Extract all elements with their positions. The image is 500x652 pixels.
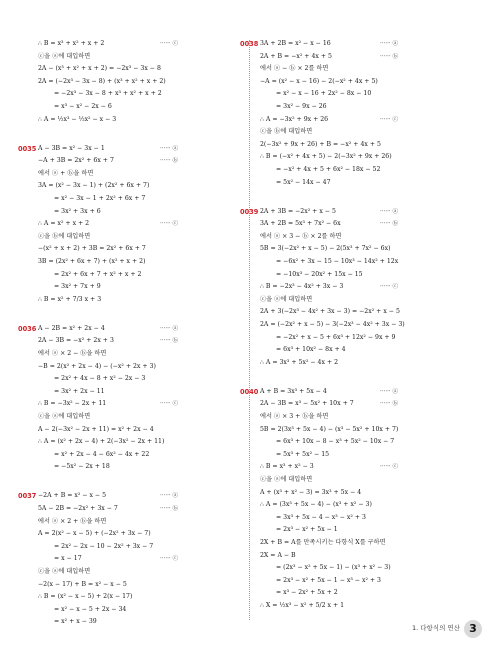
problem-number: 0037 xyxy=(18,492,37,501)
solution-line: = 2x² + 6x + 7 + x² + x + 2 xyxy=(54,270,142,278)
solution-line: ∴ A = ½x³ − ½x² − x − 3 xyxy=(38,115,117,123)
solution-line: ∴ A = −3x² + 9x + 26 xyxy=(260,115,329,123)
solution-line: = 2x² − 2x − 10 − 2x² + 3x − 7 xyxy=(54,542,154,550)
solution-line: ∴ A = x² + x + 2 xyxy=(38,220,90,228)
solution-line: = −6x² + 3x − 15 − 10x³ − 14x² + 12x xyxy=(276,257,399,265)
solution-line: ∴ A = (3x³ + 5x − 4) − (x³ + x² − 3) xyxy=(260,501,372,509)
problem-statement: 3A + 2B = x² − x − 16 xyxy=(260,40,331,47)
solution-line: 에서 ⓐ + ⓑ을 하면 xyxy=(38,169,94,177)
solution-line: = x² − 3x − 1 + 2x² + 6x + 7 xyxy=(54,194,146,202)
solution-line: = 2x² + 4x − 8 + x² − 2x − 3 xyxy=(54,375,146,383)
equation-tag: ······ ⓒ xyxy=(380,116,399,123)
solution-line: 에서 ⓐ × 2 + ⓑ을 하면 xyxy=(38,517,107,525)
equation-tag: ······ ⓐ xyxy=(380,41,399,47)
solution-line: ∴ B = x³ + x² − 3 xyxy=(260,463,314,471)
solution-line: −A = (x² − x − 16) − 2(−x² + 4x + 5) xyxy=(260,77,378,85)
solution-line: ∴ B = x³ + x² + x + 2 xyxy=(38,40,105,47)
solution-line: 5A − 2B = −2x² + 3x − 7 xyxy=(38,504,118,512)
solution-line: = 3x² + 3x + 6 xyxy=(54,207,101,215)
solution-line: 2A − (x³ + x² + x + 2) = −2x³ − 3x − 8 xyxy=(38,65,161,73)
solution-line: A = 2(x² − x − 5) + (−2x² + 3x − 7) xyxy=(38,530,151,538)
equation-tag: ······ ⓒ xyxy=(380,464,399,471)
problem-number: 0038 xyxy=(240,40,259,48)
section-title: 1. 다항식의 연산 xyxy=(411,624,460,632)
solution-line: 3A = (x² − 3x − 1) + (2x² + 6x + 7) xyxy=(38,182,150,190)
problem-statement: A + B = 3x³ + 5x − 4 xyxy=(260,387,327,395)
solution-line: = 3x² + 7x + 9 xyxy=(54,283,101,291)
solution-line: ∴ A = 3x³ + 5x² − 4x + 2 xyxy=(260,358,339,366)
solution-line: −A + 3B = 2x² + 6x + 7 xyxy=(38,157,114,165)
equation-tag: ······ ⓐ xyxy=(160,325,179,332)
solution-line: = −2x² + x − 5 + 6x³ + 12x² − 9x + 9 xyxy=(276,333,396,341)
problem-statement: 2A + 3B = −2x² + x − 5 xyxy=(260,207,336,215)
solution-line: = x² + x − 39 xyxy=(54,618,97,626)
solution-line: ⓒ을 ⓐ에 대입하면 xyxy=(38,412,91,420)
equation-tag: ······ ⓒ xyxy=(160,41,179,47)
solution-line: ∴ X = ½x³ − x² + 5/2 x + 1 xyxy=(260,601,345,609)
solution-line: −(x² + x + 2) + 3B = 2x² + 6x + 7 xyxy=(38,245,146,253)
solution-line: 5B = 2(3x³ + 5x − 4) − (x³ − 5x² + 10x + 7) xyxy=(260,425,399,433)
solution-line: = 6x³ + 10x − 8 − x³ + 5x² − 10x − 7 xyxy=(276,438,395,446)
equation-tag: ······ ⓒ xyxy=(160,556,179,563)
solution-line: ∴ B = x² + 7/3 x + 3 xyxy=(38,295,102,303)
solution-line: 3A + 2B = 5x³ + 7x² − 6x xyxy=(260,220,341,228)
equation-tag: ······ ⓐ xyxy=(380,388,399,395)
solution-line: = −5x² − 2x + 18 xyxy=(54,463,110,471)
solution-line: 2A − 3B = x³ − 5x² + 10x + 7 xyxy=(260,400,354,408)
equation-tag: ······ ⓐ xyxy=(380,208,399,215)
solution-line: = −10x³ − 20x² + 15x − 15 xyxy=(276,270,363,278)
solution-line: = 3x² + 2x − 11 xyxy=(54,387,105,395)
solution-line: = x³ − 2x² + 5x + 2 xyxy=(276,589,338,597)
solution-line: = −2x³ − 3x − 8 + x³ + x² + x + 2 xyxy=(54,90,162,98)
solution-line: = 5x³ + 5x² − 15 xyxy=(276,450,330,458)
solution-line: A + (x³ + x² − 3) = 3x³ + 5x − 4 xyxy=(260,488,362,496)
solution-line: ⓒ을 ⓑ에 대입하면 xyxy=(260,128,313,136)
solution-line: −2(x − 17) + B = x² − x − 5 xyxy=(38,580,127,588)
equation-tag: ······ ⓐ xyxy=(160,493,179,500)
solution-line: = −x² + 4x + 5 + 6x² − 18x − 52 xyxy=(276,166,381,173)
solution-line: 2A = (−2x² + x − 5) − 3(−2x³ − 4x² + 3x − 3) xyxy=(260,320,405,328)
equation-tag: ······ ⓑ xyxy=(160,505,179,512)
solution-line: 에서 ⓐ × 2 − ⓑ을 하면 xyxy=(38,349,107,357)
problem-number: 0036 xyxy=(18,324,37,333)
solution-line: = 3x² − 9x − 26 xyxy=(276,103,327,110)
equation-tag: ······ ⓑ xyxy=(380,401,399,408)
solution-line: = (2x³ − x² + 5x − 1) − (x³ + x² − 3) xyxy=(276,564,391,572)
solution-line: 에서 ⓐ − ⓑ × 2를 하면 xyxy=(260,65,329,73)
solution-line: = x² − x − 5 + 2x − 34 xyxy=(54,605,127,613)
solution-line: 5B = 3(−2x² + x − 5) − 2(5x³ + 7x² − 6x) xyxy=(260,245,391,253)
solution-line: 2A + 3(−2x³ − 4x² + 3x − 3) = −2x² + x − 5 xyxy=(260,308,400,316)
solution-line: 에서 ⓐ × 3 + ⓑ을 하면 xyxy=(260,412,329,420)
solution-line: 2(−3x² + 9x + 26) + B = −x² + 4x + 5 xyxy=(260,140,381,148)
equation-tag: ······ ⓑ xyxy=(380,221,399,228)
problem-number: 0040 xyxy=(240,387,259,396)
equation-tag: ······ ⓑ xyxy=(160,338,179,345)
solution-line: ⓒ을 ⓐ에 대입하면 xyxy=(38,567,91,575)
solution-line: = 6x³ + 10x² − 8x + 4 xyxy=(276,346,346,354)
solution-line: = 5x² − 14x − 47 xyxy=(276,178,331,186)
problem-statement: A − 3B = x² − 3x − 1 xyxy=(38,144,105,152)
solution-line: = x³ − x² − 2x − 6 xyxy=(54,103,112,110)
solution-line: ∴ B = (x² − x − 5) + 2(x − 17) xyxy=(38,593,133,601)
problem-statement: A − 2B = x² + 2x − 4 xyxy=(38,324,105,332)
column-divider xyxy=(249,40,250,620)
equation-tag: ······ ⓒ xyxy=(160,221,179,228)
solution-line: 2X = A − B xyxy=(260,551,296,559)
equation-tag: ······ ⓑ xyxy=(160,158,179,165)
equation-tag: ······ ⓒ xyxy=(160,401,179,408)
problem-number: 0035 xyxy=(18,144,37,153)
solution-line: 2A = (−2x³ − 3x − 8) + (x³ + x² + x + 2) xyxy=(38,77,166,85)
page-number: 3 xyxy=(464,620,482,638)
solution-line: = x² − x − 16 + 2x² − 8x − 10 xyxy=(276,90,372,98)
problem-number: 0039 xyxy=(240,207,259,216)
equation-tag: ······ ⓑ xyxy=(380,53,399,60)
problem-statement: −2A + B = x² − x − 5 xyxy=(38,492,107,500)
equation-tag: ······ ⓒ xyxy=(380,284,399,291)
solution-line: ⓒ을 ⓐ에 대입하면 xyxy=(260,475,313,483)
solution-line: 3B = (2x² + 6x + 7) + (x² + x + 2) xyxy=(38,257,146,265)
equation-tag: ······ ⓐ xyxy=(160,145,179,152)
solution-line: ∴ B = −3x² − 2x + 11 xyxy=(38,400,107,408)
solution-line: = 3x³ + 5x − 4 − x³ − x² + 3 xyxy=(276,513,366,521)
solution-line: 에서 ⓐ × 3 − ⓑ × 2를 하면 xyxy=(260,232,342,240)
solution-line: ∴ B = (−x² + 4x + 5) − 2(−3x² + 9x + 26) xyxy=(260,153,392,161)
solution-line: = x² + 2x − 4 − 6x² − 4x + 22 xyxy=(54,450,150,458)
solution-line: ∴ B = −2x³ − 4x² + 3x − 3 xyxy=(260,283,344,291)
solution-line: ⓒ을 ⓐ에 대입하면 xyxy=(38,52,91,60)
solution-line: = x − 17 xyxy=(54,555,82,563)
solution-line: ⓒ을 ⓐ에 대입하면 xyxy=(260,295,313,303)
solution-line: ∴ A = (x² + 2x − 4) + 2(−3x² − 2x + 11) xyxy=(38,438,165,446)
solution-line: = 2x³ − x² + 5x − 1 xyxy=(276,526,338,534)
solution-line: 2A + B = −x² + 4x + 5 xyxy=(260,52,332,60)
solution-line: A − 2(−3x² − 2x + 11) = x² + 2x − 4 xyxy=(38,425,154,433)
solution-line: 2A − 3B = −x² + 2x + 3 xyxy=(38,337,114,345)
solution-line: ⓒ을 ⓑ에 대입하면 xyxy=(38,232,91,240)
solution-line: = 2x³ − x² + 5x − 1 − x³ − x² + 3 xyxy=(276,576,381,584)
solution-line: 2X + B = A를 만족시키는 다항식 X를 구하면 xyxy=(260,538,386,546)
solution-line: −B = 2(x² + 2x − 4) − (−x² + 2x + 3) xyxy=(38,362,156,370)
